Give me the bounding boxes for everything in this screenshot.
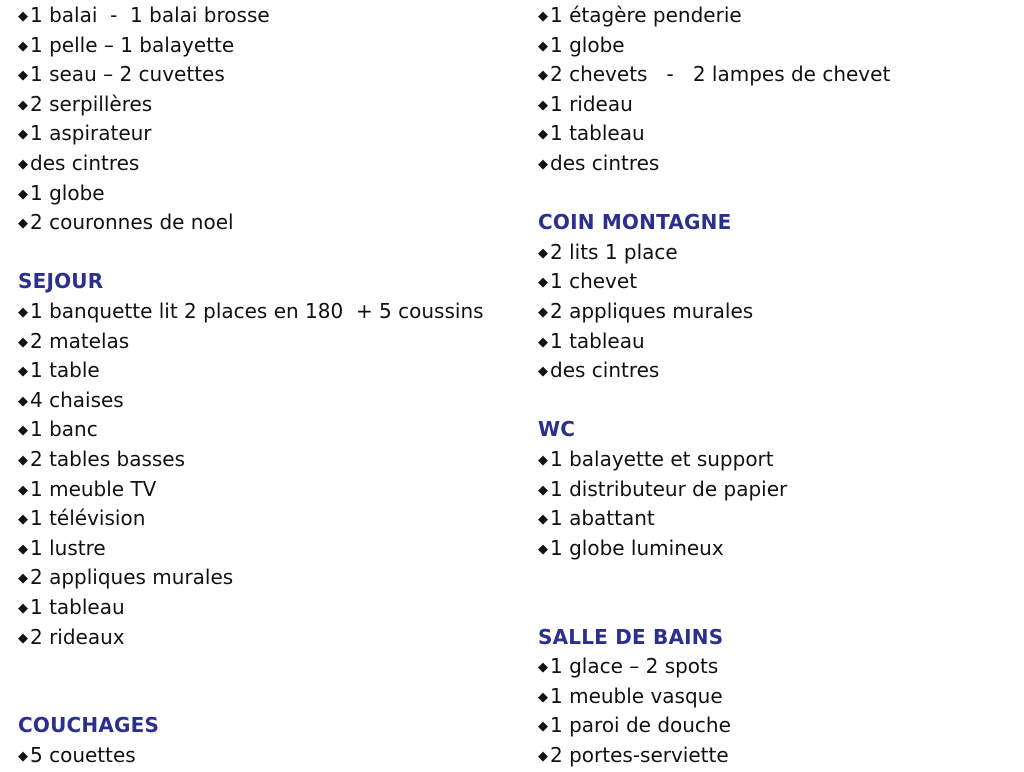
diamond-bullet-icon: ◆ [538,749,548,764]
diamond-bullet-icon: ◆ [18,68,28,84]
list-item [538,238,678,268]
list-item-text: 5 couettes [30,743,136,767]
list-item [18,90,152,120]
list-item-text: 2 lits 1 place [550,239,678,264]
list-item-text: 2 tables basses [30,447,186,471]
diamond-bullet-icon: ◆ [18,334,28,350]
list-item [18,60,225,90]
diamond-bullet-icon: ◆ [18,541,28,557]
list-item-text: des cintres [550,358,660,383]
diamond-bullet-icon: ◆ [538,512,548,528]
list-item [18,31,234,61]
diamond-bullet-icon: ◆ [538,453,548,468]
diamond-bullet-icon: ◆ [538,245,548,261]
list-item [18,623,125,653]
list-item [538,149,659,179]
section-heading: COIN MONTAGNE [538,210,732,235]
diamond-bullet-icon: ◆ [18,9,28,24]
diamond-bullet-icon: ◆ [18,630,28,646]
list-item [18,208,234,238]
list-item [538,504,655,534]
list-item-text: 4 chaises [30,387,124,412]
list-item-text: 2 portes-serviette [550,743,729,767]
list-item-text: 1 meuble TV [30,476,157,501]
list-item [18,1,270,31]
list-item-text: 2 serpillères [30,91,153,116]
list-item-text: 2 couronnes de noel [30,210,234,235]
list-item [538,534,724,564]
list-item [18,119,152,149]
list-item-text: 1 tableau [550,328,645,353]
diamond-bullet-icon: ◆ [538,68,548,84]
section-heading: SALLE DE BAINS [538,624,724,649]
diamond-bullet-icon: ◆ [18,186,28,202]
list-item-text: 1 pelle – 1 balayette [30,32,235,57]
list-item-text: 1 seau – 2 cuvettes [30,62,225,87]
diamond-bullet-icon: ◆ [538,38,548,54]
list-item [538,1,742,31]
list-item [18,741,136,771]
list-item-text: 1 tableau [30,595,125,619]
diamond-bullet-icon: ◆ [18,157,28,172]
list-item-text: 1 chevet [550,269,638,294]
diamond-bullet-icon: ◆ [538,305,548,320]
list-item-text: 1 table [30,358,100,383]
list-item [18,475,156,505]
diamond-bullet-icon: ◆ [538,689,548,705]
list-item-text: 1 globe lumineux [550,535,724,560]
list-item-text: 1 banc [30,417,98,442]
list-item-text: 1 globe [30,180,105,205]
section-heading: SEJOUR [18,269,104,294]
diamond-bullet-icon: ◆ [18,512,28,528]
list-item-text: 1 distributeur de papier [550,476,788,501]
list-item-text: 1 aspirateur [30,121,152,146]
diamond-bullet-icon: ◆ [538,127,548,143]
list-item-text: 1 globe [550,32,625,57]
list-item-text: 2 chevets - 2 lampes de chevet [550,62,891,87]
list-item [538,682,723,712]
diamond-bullet-icon: ◆ [18,423,28,439]
diamond-bullet-icon: ◆ [18,216,28,232]
diamond-bullet-icon: ◆ [18,305,28,320]
diamond-bullet-icon: ◆ [18,38,28,54]
section-heading: WC [538,417,576,442]
list-item-text: des cintres [550,151,660,175]
list-item [538,31,625,61]
list-item-text: 1 meuble vasque [550,683,723,708]
diamond-bullet-icon: ◆ [18,749,28,764]
list-item-text: 1 tableau [550,121,645,146]
list-item [18,327,129,357]
list-item-text: 2 appliques murales [550,299,754,323]
list-item-text: 2 rideaux [30,624,125,649]
diamond-bullet-icon: ◆ [538,275,548,291]
diamond-bullet-icon: ◆ [538,334,548,350]
diamond-bullet-icon: ◆ [538,97,548,113]
diamond-bullet-icon: ◆ [18,453,28,468]
list-item [538,711,731,741]
diamond-bullet-icon: ◆ [18,601,28,616]
diamond-bullet-icon: ◆ [538,541,548,557]
list-item-text: des cintres [30,151,140,175]
section-heading: COUCHAGES [18,713,160,738]
list-item-text: 1 abattant [550,506,655,531]
list-item [18,356,100,386]
list-item [18,445,185,475]
diamond-bullet-icon: ◆ [18,571,28,587]
list-item-text: 2 matelas [30,328,130,353]
list-item-text: 1 télévision [30,506,146,531]
list-item [18,297,484,327]
diamond-bullet-icon: ◆ [18,127,28,143]
list-item-text: 1 banquette lit 2 places en 180 + 5 coussins [30,299,484,323]
list-item [538,60,890,90]
list-item-text: 1 glace – 2 spots [550,654,719,679]
list-item-text: 1 rideau [550,91,633,116]
list-item [18,415,98,445]
list-item [538,445,774,475]
diamond-bullet-icon: ◆ [538,482,548,498]
list-item [538,356,659,386]
diamond-bullet-icon: ◆ [18,393,28,409]
list-item [18,149,139,179]
list-item [18,504,145,534]
list-item-text: 1 étagère penderie [550,3,742,27]
list-item-text: 1 paroi de douche [550,713,731,738]
diamond-bullet-icon: ◆ [538,157,548,172]
list-item [18,563,233,593]
list-item-text: 1 lustre [30,535,106,560]
list-item [538,119,645,149]
list-item [18,386,124,416]
list-item-text: 1 balai - 1 balai brosse [30,3,270,27]
diamond-bullet-icon: ◆ [18,97,28,113]
list-item [18,534,106,564]
diamond-bullet-icon: ◆ [538,9,548,24]
list-item [538,327,645,357]
list-item [18,593,125,623]
list-item [538,741,729,771]
list-item [538,652,718,682]
list-item [18,179,105,209]
list-item [538,90,633,120]
list-item-text: 2 appliques murales [30,565,234,590]
diamond-bullet-icon: ◆ [538,364,548,380]
diamond-bullet-icon: ◆ [538,660,548,676]
diamond-bullet-icon: ◆ [538,719,548,735]
list-item [538,297,753,327]
diamond-bullet-icon: ◆ [18,482,28,498]
list-item-text: 1 balayette et support [550,447,774,471]
diamond-bullet-icon: ◆ [18,364,28,380]
list-item [538,475,787,505]
list-item [538,267,637,297]
